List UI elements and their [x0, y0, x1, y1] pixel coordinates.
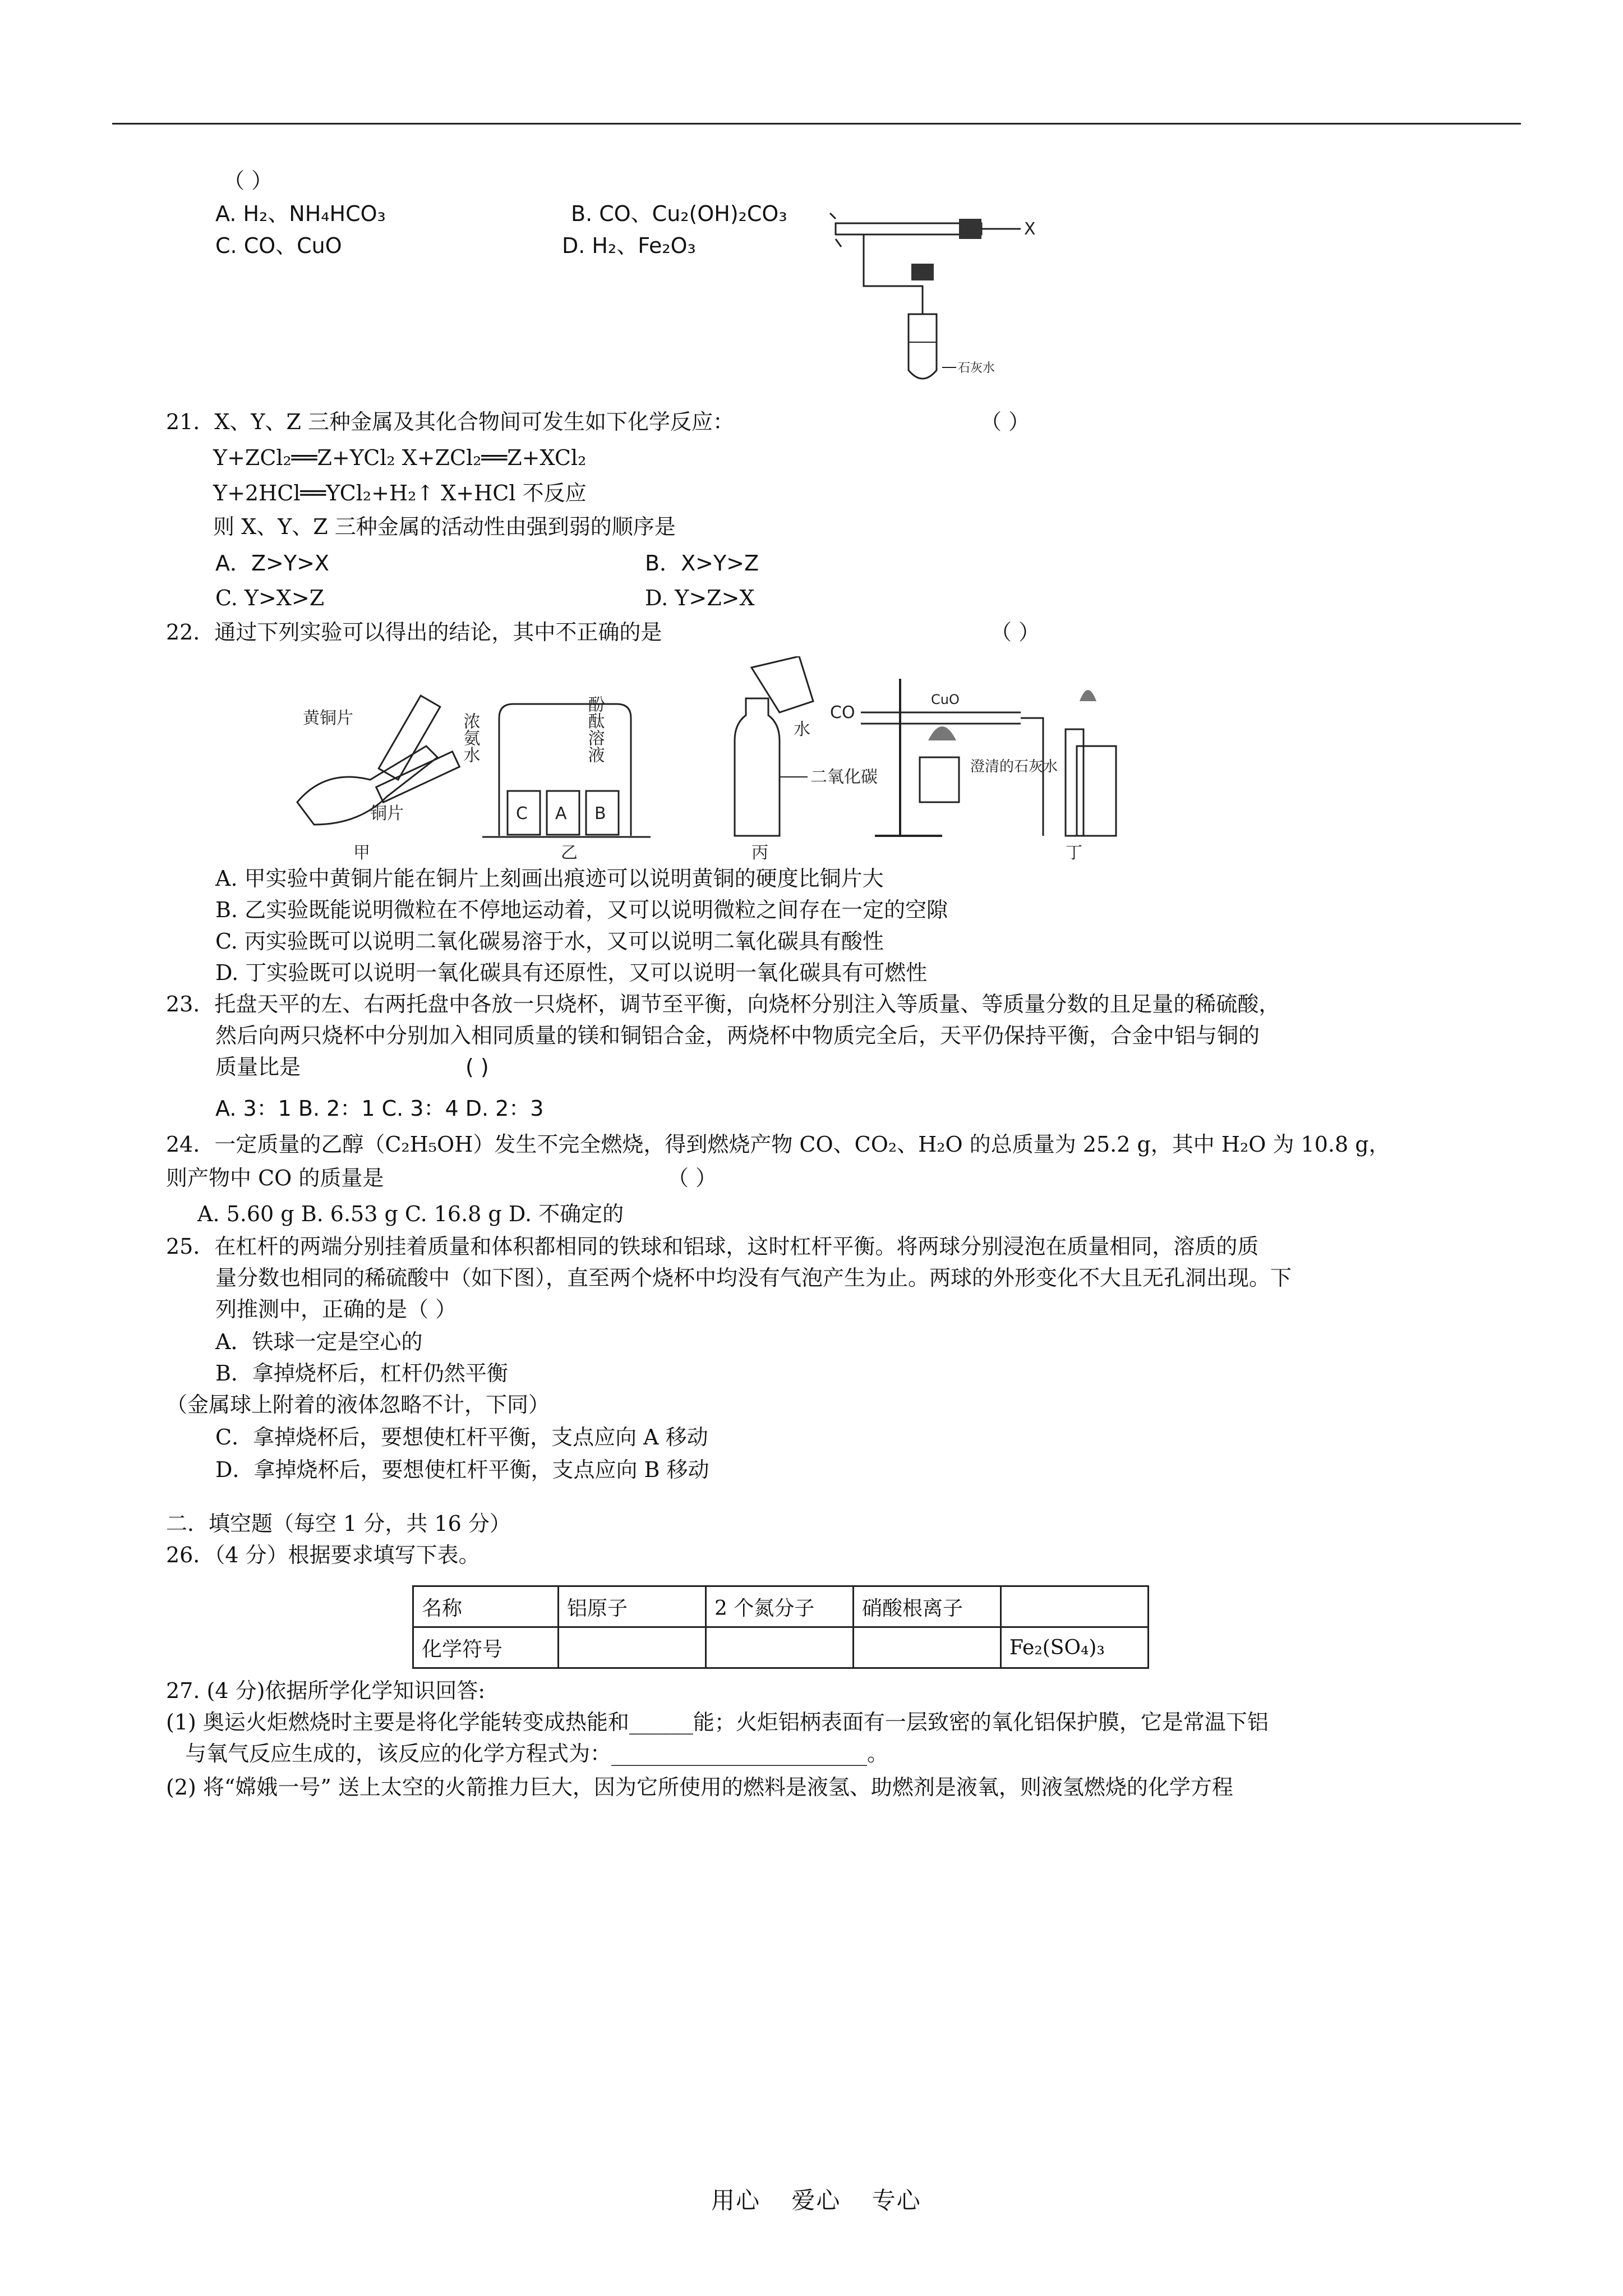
- q24-paren: （ ）: [667, 1166, 717, 1190]
- q21-equation-1: Y+ZCl₂══Z+YCl₂ X+ZCl₂══Z+XCl₂: [213, 445, 587, 470]
- q23-line-3: 质量比是: [215, 1055, 301, 1079]
- q21-ask: 则 X、Y、Z 三种金属的活动性由强到弱的顺序是: [213, 514, 676, 539]
- q27-stem: 27. (4 分)依据所学化学知识回答:: [166, 1678, 486, 1703]
- q21-option-b: B．X>Y>Z: [645, 551, 759, 576]
- q22-option-b: B. 乙实验既能说明微粒在不停地运动着，又可以说明微粒之间存在一定的空隙: [215, 898, 948, 922]
- q27-part-1a: (1) 奥运火炬燃烧时主要是将化学能转变成热能和______能；火炬铝柄表面有一层致密的氧化铝保护膜，它是常温下铝: [166, 1710, 1269, 1734]
- q25-note: （金属球上附着的液体忽略不计，下同）: [166, 1392, 550, 1417]
- q22-stem: 22．通过下列实验可以得出的结论，其中不正确的是: [166, 620, 662, 645]
- fig-jia-label: 甲: [353, 843, 370, 863]
- table-cell: 铝原子: [559, 1586, 706, 1627]
- q20-apparatus-figure: [824, 202, 1049, 387]
- q21-stem: 21．X、Y、Z 三种金属及其化合物间可发生如下化学反应：: [166, 409, 734, 434]
- footer-word-1: 用心: [711, 2187, 761, 2214]
- q26-fill-table: [412, 1585, 1149, 1669]
- q22-option-d: D. 丁实验既可以说明一氧化碳具有还原性，又可以说明一氧化碳具有可燃性: [215, 960, 928, 985]
- section-2-title: 二．填空题（每空 1 分，共 16 分）: [166, 1511, 511, 1536]
- q20-fig-limewater-label: 石灰水: [958, 361, 995, 375]
- q21-option-c: C. Y>X>Z: [215, 586, 325, 610]
- fig-beaker-c: C: [516, 804, 528, 823]
- q20-option-c: C. CO、CuO: [215, 233, 342, 258]
- q22-experiments-figure: [292, 656, 1200, 864]
- table-cell: 名称: [413, 1586, 559, 1627]
- q20-paren: （ ）: [223, 168, 273, 193]
- fig-ding-label: 丁: [1066, 843, 1082, 863]
- q21-option-a: A．Z>Y>X: [215, 551, 329, 576]
- header-rule: [112, 123, 1521, 125]
- table-cell: Fe₂(SO₄)₃: [1001, 1627, 1149, 1668]
- fig-bing: [735, 656, 878, 863]
- page-footer: [711, 2182, 944, 2216]
- footer-word-3: 专心: [872, 2187, 921, 2214]
- q25-option-b: B．拿掉烧杯后，杠杆仍然平衡: [215, 1361, 508, 1386]
- q25-option-a: A．铁球一定是空心的: [215, 1329, 423, 1354]
- fig-ammonia-label: 浓氨水: [460, 712, 480, 763]
- fig-water-label: 水: [794, 720, 810, 739]
- fig-bing-label: 丙: [751, 843, 768, 863]
- fig-cuo-label: CuO: [931, 692, 960, 707]
- fig-limewater-label: 澄清的石灰水: [970, 758, 1058, 775]
- fig-yi: [460, 696, 651, 863]
- q25-line-1: 25．在杠杆的两端分别挂着质量和体积都相同的铁球和铝球，这时杠杆平衡。将两球分别浸泡在质量相同，溶质的质: [166, 1234, 1259, 1259]
- q25-line-2: 量分数也相同的稀硫酸中（如下图），直至两个烧杯中均没有气泡产生为止。两球的外形变化不大且无孔洞出现。下: [215, 1266, 1292, 1290]
- fig-co2-label: 二氧化碳: [810, 767, 878, 787]
- q21-option-d: D. Y>Z>X: [645, 586, 755, 610]
- q23-paren: ( ): [465, 1055, 489, 1079]
- q22-paren: （ ）: [990, 620, 1040, 645]
- q22-option-c: C. 丙实验既可以说明二氧化碳易溶于水，又可以说明二氧化碳具有酸性: [215, 929, 884, 954]
- fig-yi-label: 乙: [561, 843, 578, 863]
- footer-word-2: 爱心: [791, 2187, 841, 2214]
- q23-options: A. 3：1 B. 2：1 C. 3：4 D. 2：3: [215, 1096, 544, 1121]
- q25-line-3: 列推测中，正确的是（ ）: [215, 1297, 457, 1322]
- q25-option-d: D．拿掉烧杯后，要想使杠杆平衡，支点应向 B 移动: [215, 1457, 709, 1482]
- q24-line-1: 24．一定质量的乙醇（C₂H₅OH）发生不完全燃烧，得到燃烧产物 CO、CO₂、H₂O 的总质量为 25.2 g，其中 H₂O 为 10.8 g，: [166, 1132, 1390, 1157]
- q20-option-d: D. H₂、Fe₂O₃: [562, 233, 696, 258]
- q24-line-2: 则产物中 CO 的质量是: [166, 1166, 384, 1190]
- fig-copper-label: 铜片: [370, 804, 404, 823]
- fig-beaker-a: A: [555, 804, 567, 823]
- table-cell: 硝酸根离子: [854, 1586, 1001, 1627]
- fig-phenol-label: 酚酞溶液: [584, 696, 605, 763]
- table-cell-blank[interactable]: [706, 1627, 854, 1668]
- fig-co-label: CO: [830, 703, 855, 723]
- q20-option-b: B. CO、Cu₂(OH)₂CO₃: [571, 201, 787, 226]
- fig-brass-label: 黄铜片: [303, 708, 353, 728]
- q24-options: A. 5.60 g B. 6.53 g C. 16.8 g D. 不确定的: [197, 1202, 624, 1226]
- q23-line-1: 23．托盘天平的左、右两托盘中各放一只烧杯，调节至平衡，向烧杯分别注入等质量、等质量分数的且足量的稀硫酸，: [166, 992, 1280, 1016]
- table-cell: 2 个氮分子: [706, 1586, 854, 1627]
- q26-stem: 26．（4 分）根据要求填写下表。: [166, 1543, 480, 1567]
- table-cell-blank[interactable]: [559, 1627, 706, 1668]
- q20-fig-x-label: X: [1024, 219, 1036, 239]
- q21-paren: （ ）: [980, 409, 1030, 434]
- table-row: [413, 1586, 1149, 1627]
- q21-equation-2: Y+2HCl══YCl₂+H₂↑ X+HCl 不反应: [213, 481, 587, 505]
- fig-jia: [297, 696, 459, 863]
- fig-beaker-b: B: [594, 804, 606, 823]
- table-cell-blank[interactable]: [1001, 1586, 1149, 1627]
- table-cell: 化学符号: [413, 1627, 559, 1668]
- table-row: [413, 1627, 1149, 1668]
- table-cell-blank[interactable]: [854, 1627, 1001, 1668]
- q27-part-1b: 与氧气反应生成的，该反应的化学方程式为：________________________。: [185, 1741, 889, 1766]
- q23-line-2: 然后向两只烧杯中分别加入相同质量的镁和铜铝合金，两烧杯中物质完全后，天平仍保持平衡，合金中铝与铜的: [215, 1023, 1260, 1048]
- q27-part-2: (2) 将“嫦娥一号” 送上太空的火箭推力巨大，因为它所使用的燃料是液氢、助燃剂是液氧，则液氢燃烧的化学方程: [166, 1775, 1233, 1800]
- q22-option-a: A. 甲实验中黄铜片能在铜片上刻画出痕迹可以说明黄铜的硬度比铜片大: [215, 866, 884, 891]
- q25-option-c: C．拿掉烧杯后，要想使杠杆平衡，支点应向 A 移动: [215, 1425, 708, 1450]
- q20-option-a: A. H₂、NH₄HCO₃: [215, 201, 386, 226]
